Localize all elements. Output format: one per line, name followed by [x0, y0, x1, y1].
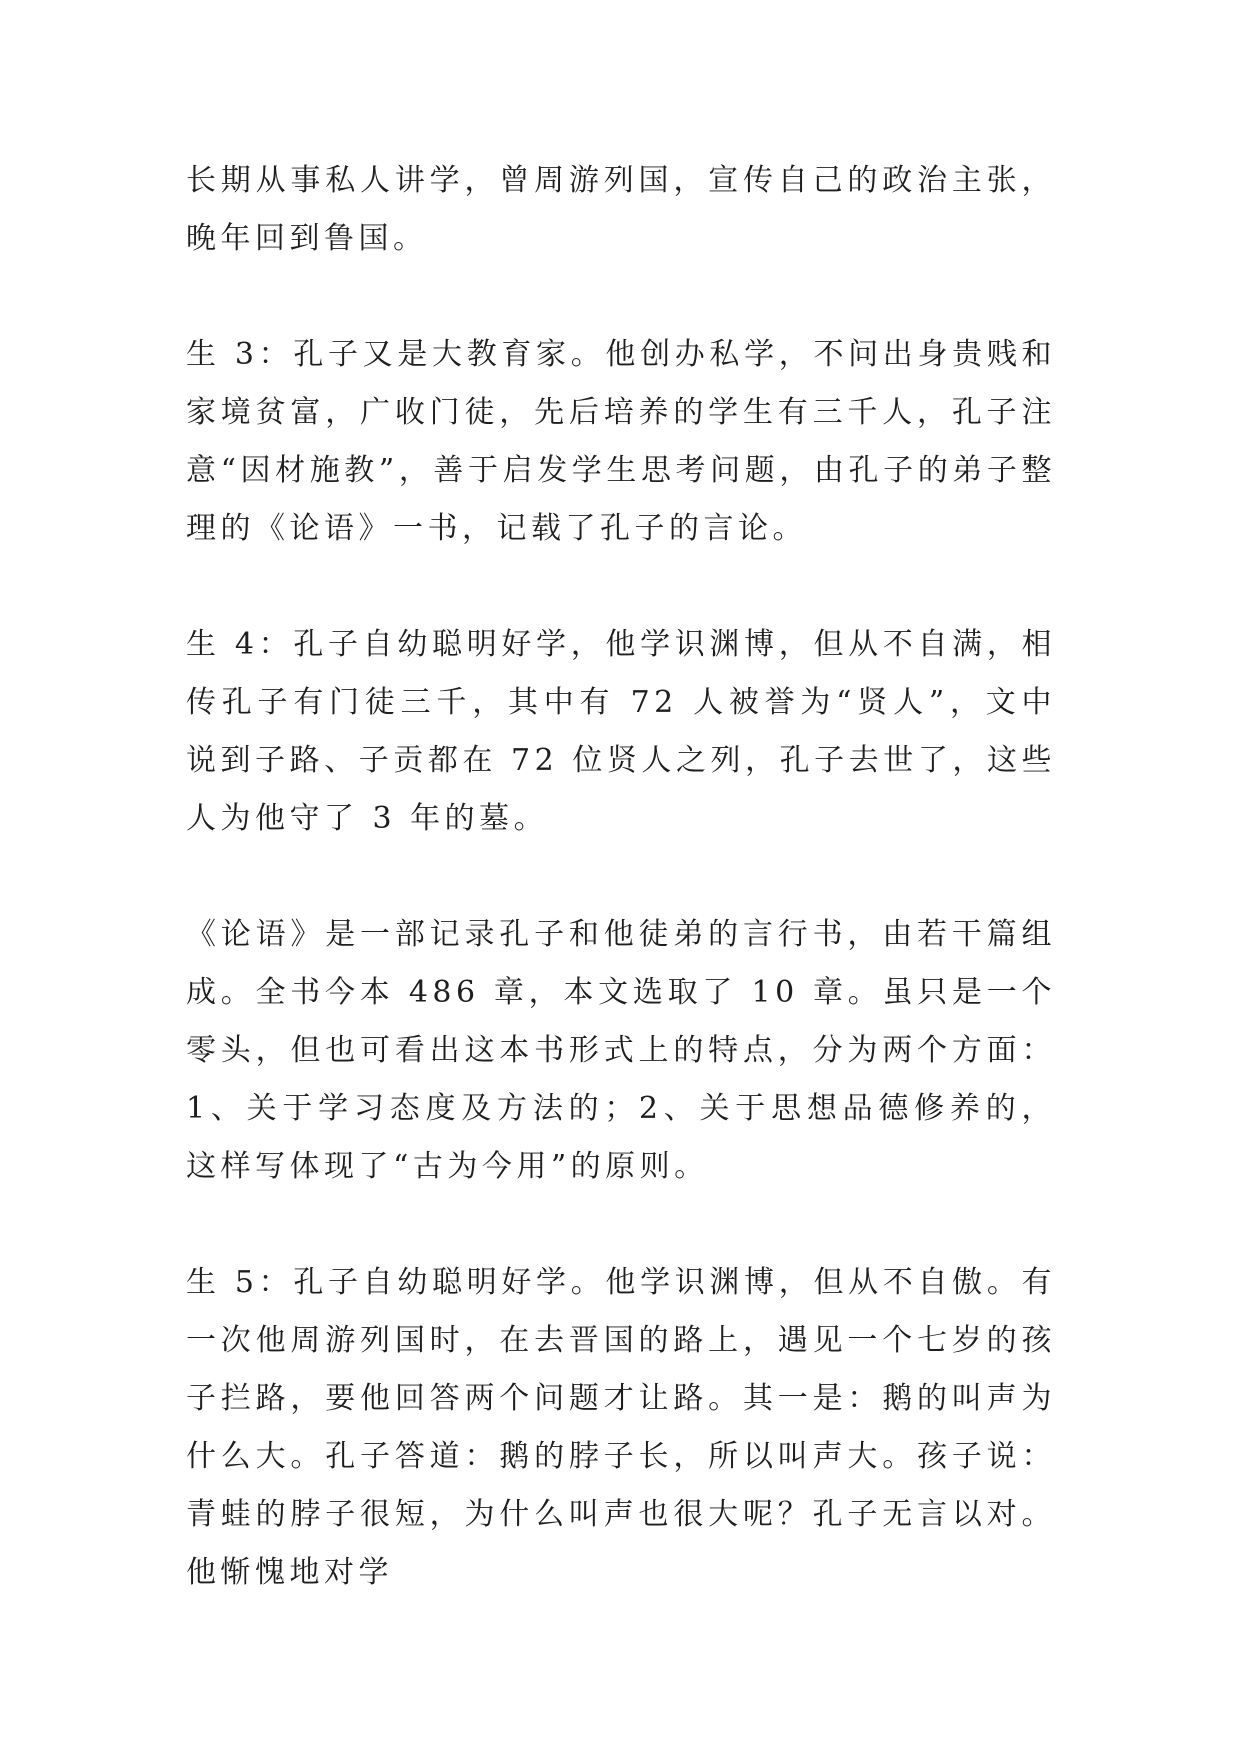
- body-text: [186, 152, 1056, 1602]
- paragraph-5: 生 5：孔子自幼聪明好学。他学识渊博，但从不自傲。有一次他周游列国时，在去晋国的路上，遇见一个七岁的孩子拦路，要他回答两个问题才让路。其一是：鹅的叫声为什么大。孔子答道：鹅的脖子长，所以叫声大。孩子说：青蛙的脖子很短，为什么叫声也很大呢？孔子无言以对。他惭愧地对学: [186, 1265, 1056, 1590]
- paragraph-2: 生 3：孔子又是大教育家。他创办私学，不问出身贵贱和家境贫富，广收门徒，先后培养的学生有三千人，孔子注意“因材施教”，善于启发学生思考问题，由孔子的弟子整理的《论语》一书，记载了孔子的言论。: [186, 337, 1056, 546]
- paragraph-3: 生 4：孔子自幼聪明好学，他学识渊博，但从不自满，相传孔子有门徒三千，其中有 72 人被誉为“贤人”，文中说到子路、子贡都在 72 位贤人之列，孔子去世了，这些人为他守了 3 年的墓。: [186, 627, 1056, 836]
- paragraph-1: 长期从事私人讲学，曾周游列国，宣传自己的政治主张，晚年回到鲁国。: [186, 163, 1056, 256]
- paragraph-4: 《论语》是一部记录孔子和他徒弟的言行书，由若干篇组成。全书今本 486 章，本文选取了 10 章。虽只是一个零头，但也可看出这本书形式上的特点，分为两个方面：1、关于学习态度及方法的；2、关于思想品德修养的，这样写体现了“古为今用”的原则。: [186, 917, 1056, 1184]
